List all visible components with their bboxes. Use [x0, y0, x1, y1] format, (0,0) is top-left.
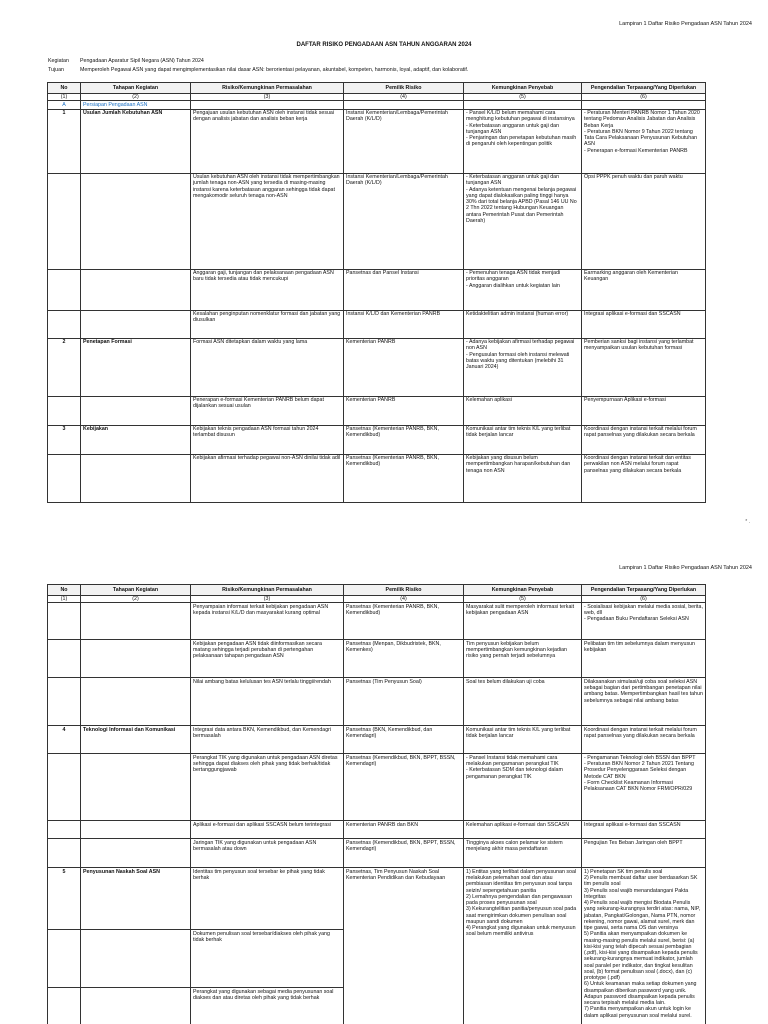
- control-text: 1) Penetapan SK tim penulis soal 2) Penulis membuat daftar user berdasarkan SK tim penulis soal 3) Penulis soal wajib menandatangani Pakta Integritas 4) Penulis soal wajib mengisi Biodata Penulis yang sekurang-kurangnya terdiri atas: nama, NIP, jabatan, Pangkat/Golongan, Nama PTN, nomor rekening, nomor gawai, alamat surel, merk dan tipe gawai, serta nama OS dan versinya 5) Panitia akan menyampaikan dokumen ke masing-masing penulis melalui surel, berisi: (a) kisi-kisi yang telah dipecah sesuai pembagian (.pdf), kisi-kisi yang disampaikan kepada penulis sekurang-kurangnya memuat indikator, jumlah soal paralel per indikator, dan tingkat kesulitan soal, (b) format penulisan soal (.docx), dan (c) prototype (.pdf) 6) Untuk keamanan maka setiap dokumen yang disampaikan diberikan password yang unik. Adapun password disampaikan kepada penulis secara terpisah melalui media lain. 7) Panitia menyampaikan akun untuk login ke dalam aplikasi penyusunan soal melalui surel.: [582, 868, 706, 1024]
- risk-text: Perangkat TIK yang digunakan untuk pengadaan ASN diretas sehingga dapat diakses oleh pihak yang tidak berhak/tidak bertanggungjawab: [191, 754, 344, 821]
- header-control: Pengendalian Terpasang/Yang Diperlukan: [582, 585, 706, 596]
- risk-owner: Pansetnas (Kementerian PANRB, BKN, Kemendikbud): [344, 603, 464, 640]
- header-no: No: [48, 83, 81, 94]
- stage-name: Usulan Jumlah Kebutuhan ASN: [81, 109, 191, 173]
- column-index: (5): [464, 596, 582, 603]
- cause-text: Kelemahan aplikasi e-formasi dan SSCASN: [464, 821, 582, 839]
- section-label: Persiapan Pengadaan ASN: [81, 101, 191, 109]
- header-stage: Tahapan Kegiatan: [81, 83, 191, 94]
- risk-owner: Pansetnas, Tim Penyusun Naskah Soal Kementerian Pendidikan dan Kebudayaan: [344, 868, 464, 1024]
- risk-owner: Pansetnas (Tim Penyusun Soal): [344, 678, 464, 726]
- risk-owner: Kementerian PANRB: [344, 338, 464, 396]
- column-index: (2): [81, 596, 191, 603]
- column-index-row: [48, 94, 706, 101]
- control-text: Koordinasi dengan instansi terkait melalui forum rapat panselnas yang dilakukan secara berkala: [582, 425, 706, 454]
- control-text: Earmarking anggaran oleh Kementerian Keuangan: [582, 269, 706, 310]
- control-text: Penyempurnaan Aplikasi e-formasi: [582, 396, 706, 425]
- control-text: Pemberian sanksi bagi instansi yang terlambat menyampaikan usulan kebutuhan formasi: [582, 338, 706, 396]
- meta-kegiatan: [48, 58, 204, 64]
- attachment-label: Lampiran 1 Daftar Risiko Pengadaan ASN Tahun 2024: [619, 21, 752, 27]
- section-row: [48, 101, 706, 109]
- control-text: Dilaksanakan simulasi/uji coba soal seleksi ASN sebagai bagian dari pertimbangan penetapan nilai ambang batas. Mempertimbangkan hasil tes tahun sebelumnya sebagai nilai ambang batas: [582, 678, 706, 726]
- stage-name: [81, 310, 191, 338]
- empty-cell: [464, 101, 582, 109]
- header-no: No: [48, 585, 81, 596]
- stage-name: [81, 821, 191, 839]
- document-title: DAFTAR RISIKO PENGADAAN ASN TAHUN ANGGARAN 2024: [296, 42, 472, 48]
- risk-owner: Instansi Kementerian/Lembaga/Pemerintah Daerah (K/L/D): [344, 173, 464, 269]
- empty-cell: [344, 101, 464, 109]
- row-number: [48, 754, 81, 821]
- risk-owner: Instansi Kementerian/Lembaga/Pemerintah Daerah (K/L/D): [344, 109, 464, 173]
- header-stage: Tahapan Kegiatan: [81, 585, 191, 596]
- row-number: [48, 310, 81, 338]
- control-text: - Sosialisasi kebijakan melalui media sosial, berita, web, dll - Pengadaan Buku Pendaftaran Seleksi ASN: [582, 603, 706, 640]
- row-number: [48, 396, 81, 425]
- control-text: Koordinasi dengan instansi terkait dan entitas perwakilan non ASN melalui forum rapat panselnas yang dilakukan secara berkala: [582, 454, 706, 502]
- table-row: [48, 454, 706, 502]
- stage-name: Teknologi Informasi dan Komunikasi: [81, 726, 191, 754]
- header-owner: Pemilik Risiko: [344, 585, 464, 596]
- stage-name: [81, 988, 191, 1024]
- table-header-row: [48, 83, 706, 94]
- row-number: [48, 930, 81, 988]
- header-risk: Risiko/Kemungkinan Permasalahan: [191, 585, 344, 596]
- column-index: (1): [48, 94, 81, 101]
- risk-table-body: [48, 603, 706, 1024]
- cause-text: Soal tes belum dilakukan uji coba: [464, 678, 582, 726]
- table-row: [48, 839, 706, 868]
- row-number: [48, 173, 81, 269]
- column-index: (6): [582, 94, 706, 101]
- risk-text: Integrasi data antara BKN, Kemendikbud, dan Kemendagri bermasalah: [191, 726, 344, 754]
- stage-name: Penyusunan Naskah Soal ASN: [81, 868, 191, 930]
- control-text: Integrasi aplikasi e-formasi dan SSCASN: [582, 310, 706, 338]
- column-index: (4): [344, 94, 464, 101]
- stage-name: [81, 640, 191, 678]
- table-row: [48, 821, 706, 839]
- section-letter: A: [48, 101, 81, 109]
- stage-name: [81, 930, 191, 988]
- risk-text: Penyampaian informasi terkait kebijakan pengadaan ASN kepada instansi K/L/D dan masyarakat kurang optimal: [191, 603, 344, 640]
- cause-text: Ketidaktelitian admin instansi (human error): [464, 310, 582, 338]
- risk-text: Nilai ambang batas kelulusan tes ASN terlalu tinggi/rendah: [191, 678, 344, 726]
- stage-name: [81, 678, 191, 726]
- stage-name: Kebijakan: [81, 425, 191, 454]
- table-row: [48, 603, 706, 640]
- risk-table-page-1: [47, 82, 706, 503]
- row-number: [48, 821, 81, 839]
- risk-text: Identitas tim penyusun soal tersebar ke pihak yang tidak berhak: [191, 868, 344, 930]
- header-risk: Risiko/Kemungkinan Permasalahan: [191, 83, 344, 94]
- column-index: (3): [191, 596, 344, 603]
- table-row: [48, 640, 706, 678]
- risk-text: Anggaran gaji, tunjangan dan pelaksanaan pengadaan ASN baru tidak tersedia atau tidak mencukupi: [191, 269, 344, 310]
- cause-text: - Pansel K/L/D belum memahami cara menghitung kebutuhan pegawai di instansinya - Keterbatasan anggaran untuk gaji dan tunjangan ASN - Penjaringan dan penetapan kebutuhan masih di pengaruhi oleh kepentingan politik: [464, 109, 582, 173]
- control-text: Koordinasi dengan instansi terkait melalui forum rapat panselnas yang dilakukan secara berkala: [582, 726, 706, 754]
- control-text: Pengujian Tes Beban Jaringan oleh BPPT: [582, 839, 706, 868]
- risk-owner: Pansetnas (BKN, Kemendikbud, dan Kemendagri): [344, 726, 464, 754]
- row-number: [48, 269, 81, 310]
- stage-name: [81, 603, 191, 640]
- empty-cell: [582, 101, 706, 109]
- control-text: Integrasi aplikasi e-formasi dan SSCASN: [582, 821, 706, 839]
- header-owner: Pemilik Risiko: [344, 83, 464, 94]
- cause-text: Kelemahan aplikasi: [464, 396, 582, 425]
- risk-owner: Pansetnas dan Pansel Instansi: [344, 269, 464, 310]
- cause-text: - Adanya kebijakan afirmasi terhadap pegawai non ASN - Pengusulan formasi oleh instansi melewati batas waktu yang ditentukan (melebihi 31 Januari 2024): [464, 338, 582, 396]
- column-index: (6): [582, 596, 706, 603]
- control-text: Pelibatan tim tim sebelumnya dalam menyusun kebijakan: [582, 640, 706, 678]
- risk-text: Perangkat yang digunakan sebagai media penyusunan soal diakses dan atau diretas oleh pihak yang tidak berhak: [191, 988, 344, 1024]
- table-row: [48, 396, 706, 425]
- table-row: [48, 425, 706, 454]
- column-index: (4): [344, 596, 464, 603]
- row-number: 5: [48, 868, 81, 930]
- stage-name: [81, 754, 191, 821]
- table-row: [48, 338, 706, 396]
- cause-text: Masyarakat sulit memperoleh informasi terkait kebijakan pengadaan ASN: [464, 603, 582, 640]
- meta-key: Kegiatan: [48, 58, 69, 64]
- stage-name: [81, 173, 191, 269]
- risk-owner: Kementerian PANRB: [344, 396, 464, 425]
- meta-tujuan: [48, 67, 468, 73]
- table-header-row: [48, 585, 706, 596]
- empty-cell: [191, 101, 344, 109]
- control-text: - Pengamanan Teknologi oleh BSSN dan BPPT - Peraturan BKN Nomor 2 Tahun 2021 Tentang Prosedur Penyelenggaraan Seleksi dengan Metode CAT BKN - Form Checklist Keamanan Informasi Pelaksanaan CAT BKN Nomor FRM/OPR/029: [582, 754, 706, 821]
- row-number: [48, 678, 81, 726]
- table-row: [48, 173, 706, 269]
- meta-key: Tujuan: [48, 67, 64, 73]
- risk-text: Jaringan TIK yang digunakan untuk pengadaan ASN bermasalah atau down: [191, 839, 344, 868]
- header-cause: Kemungkinan Penyebab: [464, 83, 582, 94]
- table-row: [48, 269, 706, 310]
- risk-table-body: [48, 109, 706, 502]
- cause-text: Komunikasi antar tim teknis K/L yang terlibat tidak berjalan lancar: [464, 425, 582, 454]
- cause-text: 1) Entitas yang terlibat dalam penyusunan soal melakukan pelemahan soal dan atau pembiasan identitas tim penyusun soal tanpa seizin/ sepengetahuan panitia 2) Lemahnya pengendalian dan pengawasan pada proses penyusunan soal 3) Kekurangtelitian panitia/penyusun soal pada saat mengirimkan dokumen penulisan soal maupun sandi dokumen 4) Perangkat yang digunakan untuk menyusun soal belum memiliki antivirus: [464, 868, 582, 1024]
- cause-text: Tingginya akses calon pelamar ke sistem menjelang akhir masa pendaftaran: [464, 839, 582, 868]
- risk-text: Kebijakan teknis pengadaan ASN formasi tahun 2024 terlambat disusun: [191, 425, 344, 454]
- risk-text: Dokumen penulisan soal tersebar/diakses oleh pihak yang tidak berhak: [191, 930, 344, 988]
- risk-owner: Instansi K/L/D dan Kementerian PANRB: [344, 310, 464, 338]
- meta-value: Memperoleh Pegawai ASN yang dapat mengimplementasikan nilai dasar ASN: berorientasi pelayanan, akuntabel, kompeten, harmonis, loyal, adaptif, dan kolaboratif.: [80, 67, 469, 73]
- column-index: (3): [191, 94, 344, 101]
- risk-text: Kebijakan pengadaan ASN tidak diinformasikan secara matang sehingga terjadi perubahan di pertengahan pelaksanaan tahapan pengadaan ASN: [191, 640, 344, 678]
- table-row: [48, 754, 706, 821]
- risk-text: Aplikasi e-formasi dan aplikasi SSCASN belum terintegrasi: [191, 821, 344, 839]
- risk-text: Formasi ASN ditetapkan dalam waktu yang lama: [191, 338, 344, 396]
- stage-name: [81, 839, 191, 868]
- page-mark: * .: [745, 519, 750, 525]
- cause-text: - Pansel Instansi tidak memahami cara melakukan pengamanan perangkat TIK - Keterbatasan SDM dan teknologi dalam pengamanan perangkat TIK: [464, 754, 582, 821]
- risk-text: Penerapan e-formasi Kementerian PANRB belum dapat dijalankan sesuai usulan: [191, 396, 344, 425]
- row-number: [48, 603, 81, 640]
- risk-owner: Pansetnas (Menpan, Dikbudristek, BKN, Kemenkes): [344, 640, 464, 678]
- row-number: [48, 454, 81, 502]
- risk-owner: Kementerian PANRB dan BKN: [344, 821, 464, 839]
- cause-text: Kebijakan yang disusun belum mempertimbangkan harapan/kebutuhan dan tenaga non ASN: [464, 454, 582, 502]
- column-index: (1): [48, 596, 81, 603]
- control-text: Opsi PPPK penuh waktu dan paruh waktu: [582, 173, 706, 269]
- stage-name: [81, 396, 191, 425]
- risk-text: Pengajuan usulan kebutuhan ASN oleh instansi tidak sesuai dengan analisis jabatan dan analisis beban kerja: [191, 109, 344, 173]
- risk-owner: Pansetnas (Kemendikbud, BKN, BPPT, BSSN, Kemendagri): [344, 754, 464, 821]
- row-number: [48, 640, 81, 678]
- row-number: 3: [48, 425, 81, 454]
- column-index: (2): [81, 94, 191, 101]
- risk-table-page-2: [47, 584, 706, 1024]
- row-number: 1: [48, 109, 81, 173]
- table-row: [48, 726, 706, 754]
- document-page-2: [0, 548, 768, 1024]
- risk-owner: Pansetnas (Kemendikbud, BKN, BPPT, BSSN, Kemendagri): [344, 839, 464, 868]
- table-row: [48, 678, 706, 726]
- stage-name: [81, 454, 191, 502]
- risk-text: Kebijakan afirmasi terhadap pegawai non-ASN dinilai tidak adil: [191, 454, 344, 502]
- column-index-row: [48, 596, 706, 603]
- attachment-label: Lampiran 1 Daftar Risiko Pengadaan ASN Tahun 2024: [619, 565, 752, 571]
- cause-text: Tim penyusun kebijakan belum mempertimbangkan kemungkinan kejadian risiko yang pernah terjadi sebelumnya: [464, 640, 582, 678]
- row-number: 2: [48, 338, 81, 396]
- cause-text: Komunikasi antar tim teknis K/L yang terlibat tidak berjalan lancar: [464, 726, 582, 754]
- column-index: (5): [464, 94, 582, 101]
- table-row: [48, 310, 706, 338]
- cause-text: - Keterbatasan anggaran untuk gaji dan tunjangan ASN - Adanya ketentuan mengenai belanja pegawai yang dapat dialokasikan paling tinggi hanya 30% dari total belanja APBD (Pasal 146 UU No 2 Thn 2022 tentang Hubungan Keuangan antara Pemerintah Pusat dan Pemerintah Daerah): [464, 173, 582, 269]
- control-text: - Peraturan Menteri PANRB Nomor 1 Tahun 2020 tentang Pedoman Analisis Jabatan dan Analisis Beban Kerja - Peraturan BKN Nomor 9 Tahun 2022 tentang Tata Cara Pelaksanaan Penyusunan Kebutuhan ASN - Penerapan e-formasi Kementerian PANRB: [582, 109, 706, 173]
- meta-value: Pengadaan Aparatur Sipil Negara (ASN) Tahun 2024: [80, 58, 204, 64]
- table-row: [48, 868, 706, 930]
- risk-text: Usulan kebutuhan ASN oleh instansi tidak mempertimbangkan jumlah tenaga non-ASN yang tersedia di masing-masing instansi karena keterbatasan anggaran sehingga tidak dapat mengakomodir seluruh tenaga non-ASN: [191, 173, 344, 269]
- stage-name: Penetapan Formasi: [81, 338, 191, 396]
- row-number: [48, 839, 81, 868]
- cause-text: - Pemenuhan tenaga ASN tidak menjadi prioritas anggaran - Anggaran dialihkan untuk kegiatan lain: [464, 269, 582, 310]
- stage-name: [81, 269, 191, 310]
- risk-owner: Pansetnas (Kementerian PANRB, BKN, Kemendikbud): [344, 454, 464, 502]
- row-number: [48, 988, 81, 1024]
- risk-owner: Pansetnas (Kementerian PANRB, BKN, Kemendikbud): [344, 425, 464, 454]
- risk-text: Kesalahan penginputan nomenklatur formasi dan jabatan yang diusulkan: [191, 310, 344, 338]
- header-cause: Kemungkinan Penyebab: [464, 585, 582, 596]
- row-number: 4: [48, 726, 81, 754]
- table-row: [48, 109, 706, 173]
- header-control: Pengendalian Terpasang/Yang Diperlukan: [582, 83, 706, 94]
